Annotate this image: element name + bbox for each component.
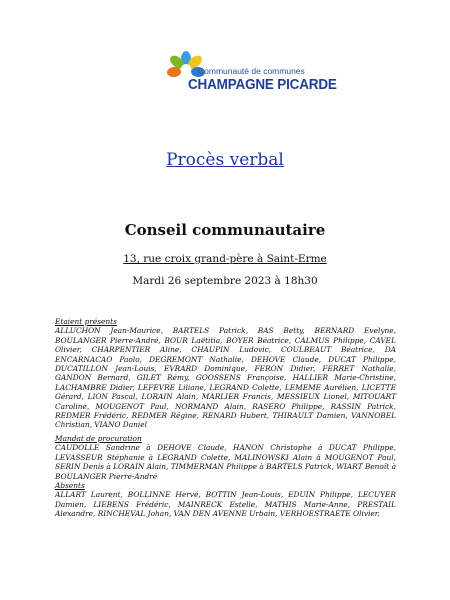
logo-line-2: CHAMPAGNE PICARDE (188, 77, 337, 93)
present-list: ALLUCHON Jean-Maurice, BARTELS Patrick, BAS Betty, BERNARD Evelyne, BOULANGER Pierre-André, BOUR Laëtitia, BOYER Béatrice, CALMUS Philippe, CAVEL Olivier, CHARPENTIER Aline, CHAUPIN Ludovic, COULBEAUT Béatrice, DA ENCARNACAO Paolo, DEGREMONT Nathalie, DEHOVE Claude, DUCAT Philippe, DUCATILLON Jean-Louis, EVRARD Dominique, FERON Didier, FERRET Nathalie, GANDON Bernard, GILET Rémy, GOOSSENS Françoise, HALLIER Marie-Christine, LACHAMBRE Didier, LEFEVRE Liliane, LEGRAND Colette, LEMEME Aurélien, LICETTE Gérard, LION Pascal, LORAIN Alain, MARLIER Francis, MESSIEUX Lionel, MITOUART Caroline, MOUGENOT Paul, NORMAND Alain, RASERO Philippe, RASSIN Patrick, REDMER Frédéric, REDMER Régine, RENARD Hubert, THIRAULT Damien, VANNOBEL Christian, VIANO Daniel (55, 326, 396, 430)
proxy-heading: Mandat de procuration (55, 434, 142, 443)
present-section (55, 317, 396, 430)
absent-list: ALLART Laurent, BOLLINNE Hervé, BOTTIN Jean-Louis, EDUIN Philippe, LECUYER Damien, LIEBENS Frédéric, MAINRECK Estelle, MATHIS Marie-Anne, PRESTAIL Alexandre, RINCHEVAL Johan, VAN DEN AVENNE Urbain, VERHOESTRAETE Olivier, (55, 490, 396, 519)
logo-line-1: Communauté de communes (198, 66, 305, 76)
absent-heading: Absents (55, 481, 85, 490)
meeting-address: 13, rue croix grand-père à Saint-Erme (123, 253, 327, 265)
champagne-picarde-logo (160, 49, 337, 105)
absent-section (55, 481, 396, 519)
present-heading: Etaient présents (55, 317, 117, 326)
proxy-list: CAUDOLLE Sandrine à DEHOVE Claude, HANON Christophe à DUCAT Philippe, LEVASSEUR Stéphanie à LEGRAND Colette, MALINOWSKI Alain à MOUGENOT Paul, SERIN Denis à LORAIN Alain, TIMMERMAN Philippe à BARTELS Patrick, WIART Benoît à BOULANGER Pierre-André (55, 443, 396, 481)
document-subtitle: Conseil communautaire (124, 221, 326, 239)
meeting-date: Mardi 26 septembre 2023 à 18h30 (132, 275, 318, 287)
document-title: Procès verbal (166, 150, 284, 170)
proxy-section (55, 434, 396, 481)
